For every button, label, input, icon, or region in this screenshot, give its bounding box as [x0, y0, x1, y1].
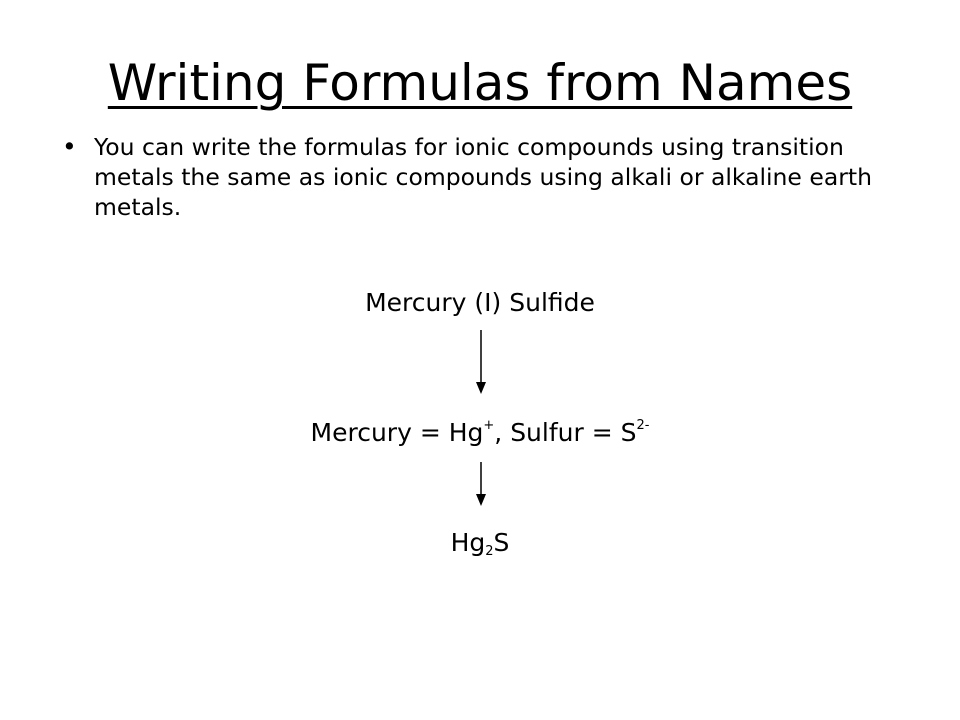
- compound-name: Mercury (I) Sulfide: [365, 288, 595, 317]
- chemical-formula: [0, 528, 960, 558]
- formula-element-mercury: Hg: [450, 528, 486, 557]
- sulfur-ion-charge: 2-: [636, 418, 650, 433]
- ion-charges: [0, 418, 960, 448]
- formula-element-sulfur: S: [493, 528, 510, 557]
- slide-title-text: Writing Formulas from Names: [107, 54, 853, 112]
- mercury-ion-charge: +: [483, 418, 495, 433]
- bullet-text: You can write the formulas for ionic compounds using transition metals the same as ionic compounds using alkali or alkaline earth metals.: [94, 133, 872, 221]
- formula-subscript: 2: [485, 544, 494, 559]
- sulfur-ion-label: , Sulfur = S: [494, 418, 637, 447]
- mercury-ion-label: Mercury = Hg: [310, 418, 484, 447]
- down-arrow-icon: [473, 462, 489, 506]
- bullet-marker: •: [62, 132, 77, 161]
- slide-title: [0, 52, 960, 114]
- down-arrow-icon: [473, 330, 489, 394]
